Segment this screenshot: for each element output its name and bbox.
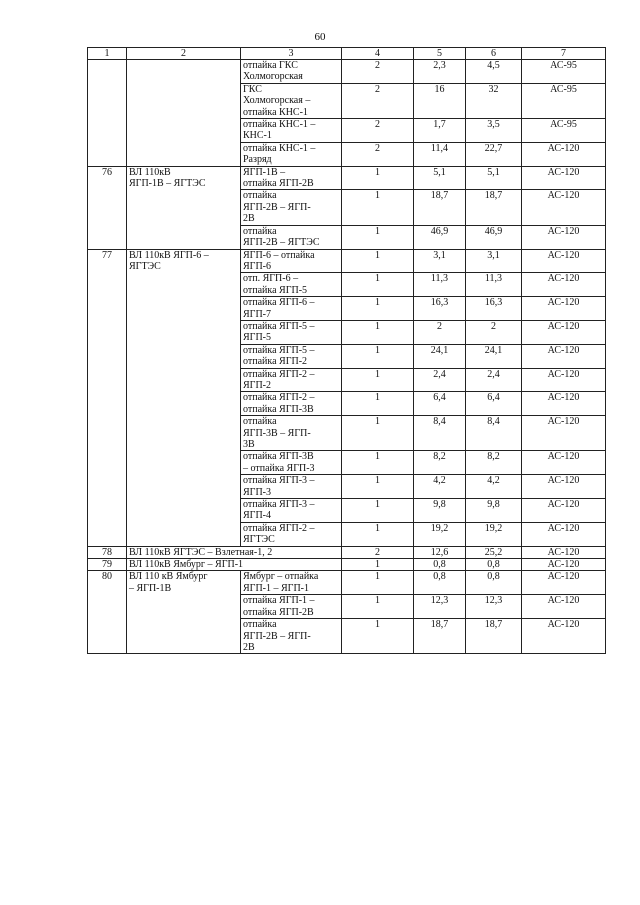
table-row bbox=[88, 166, 606, 190]
total-length: 5,1 bbox=[466, 166, 522, 190]
segment-length: 2 bbox=[414, 320, 466, 344]
wire-type: АС-95 bbox=[522, 119, 606, 143]
segment-length: 12,6 bbox=[414, 546, 466, 558]
total-length: 0,8 bbox=[466, 571, 522, 595]
segment-name: ЯГП-6 – отпайка ЯГП-6 bbox=[241, 249, 342, 273]
circuit-count: 1 bbox=[342, 416, 414, 451]
segment-length: 6,4 bbox=[414, 392, 466, 416]
segment-name: отпайка ЯГП-3 – ЯГП-3 bbox=[241, 475, 342, 499]
circuit-count: 1 bbox=[342, 166, 414, 190]
segment-length: 0,8 bbox=[414, 559, 466, 571]
circuit-count: 2 bbox=[342, 60, 414, 84]
column-header: 7 bbox=[522, 48, 606, 60]
segment-length: 4,2 bbox=[414, 475, 466, 499]
segment-name: отпайка КНС-1 – Разряд bbox=[241, 142, 342, 166]
segment-length: 18,7 bbox=[414, 190, 466, 225]
wire-type: АС-120 bbox=[522, 297, 606, 321]
line-name: ВЛ 110кВ ЯГП-1В – ЯГТЭС bbox=[127, 166, 241, 249]
circuit-count: 1 bbox=[342, 320, 414, 344]
segment-length: 12,3 bbox=[414, 595, 466, 619]
line-name: ВЛ 110кВ Ямбург – ЯГП-1 bbox=[127, 559, 342, 571]
segment-name: отп. ЯГП-6 – отпайка ЯГП-5 bbox=[241, 273, 342, 297]
column-header: 2 bbox=[127, 48, 241, 60]
circuit-count: 1 bbox=[342, 225, 414, 249]
circuit-count: 2 bbox=[342, 142, 414, 166]
circuit-count: 1 bbox=[342, 368, 414, 392]
column-header: 3 bbox=[241, 48, 342, 60]
total-length: 18,7 bbox=[466, 619, 522, 654]
circuit-count: 1 bbox=[342, 522, 414, 546]
wire-type: АС-120 bbox=[522, 320, 606, 344]
segment-length: 3,1 bbox=[414, 249, 466, 273]
segment-name: отпайка ЯГП-1 – отпайка ЯГП-2В bbox=[241, 595, 342, 619]
wire-type: АС-120 bbox=[522, 166, 606, 190]
segment-name: отпайка ЯГП-2 – отпайка ЯГП-3В bbox=[241, 392, 342, 416]
segment-name: отпайка ГКС Холмогорская bbox=[241, 60, 342, 84]
segment-length: 19,2 bbox=[414, 522, 466, 546]
total-length: 11,3 bbox=[466, 273, 522, 297]
circuit-count: 1 bbox=[342, 451, 414, 475]
total-length: 2,4 bbox=[466, 368, 522, 392]
wire-type: АС-120 bbox=[522, 546, 606, 558]
data-table bbox=[87, 47, 606, 654]
wire-type: АС-120 bbox=[522, 522, 606, 546]
segment-length: 9,8 bbox=[414, 499, 466, 523]
total-length: 25,2 bbox=[466, 546, 522, 558]
wire-type: АС-120 bbox=[522, 499, 606, 523]
line-name: ВЛ 110 кВ Ямбург – ЯГП-1В bbox=[127, 571, 241, 654]
total-length: 8,4 bbox=[466, 416, 522, 451]
column-header: 6 bbox=[466, 48, 522, 60]
wire-type: АС-95 bbox=[522, 60, 606, 84]
wire-type: АС-120 bbox=[522, 249, 606, 273]
total-length: 46,9 bbox=[466, 225, 522, 249]
segment-name: отпайка КНС-1 – КНС-1 bbox=[241, 119, 342, 143]
segment-length: 0,8 bbox=[414, 571, 466, 595]
wire-type: АС-120 bbox=[522, 475, 606, 499]
total-length: 32 bbox=[466, 83, 522, 118]
table-body bbox=[88, 48, 606, 654]
circuit-count: 1 bbox=[342, 297, 414, 321]
wire-type: АС-120 bbox=[522, 225, 606, 249]
table-row bbox=[88, 60, 606, 84]
table-row bbox=[88, 249, 606, 273]
wire-type: АС-120 bbox=[522, 559, 606, 571]
circuit-count: 1 bbox=[342, 571, 414, 595]
total-length: 6,4 bbox=[466, 392, 522, 416]
segment-name: отпайка ЯГП-5 – отпайка ЯГП-2 bbox=[241, 344, 342, 368]
column-header: 4 bbox=[342, 48, 414, 60]
segment-name: отпайка ЯГП-3В – отпайка ЯГП-3 bbox=[241, 451, 342, 475]
segment-length: 16,3 bbox=[414, 297, 466, 321]
table-row bbox=[88, 546, 606, 558]
total-length: 3,5 bbox=[466, 119, 522, 143]
wire-type: АС-120 bbox=[522, 392, 606, 416]
circuit-count: 1 bbox=[342, 392, 414, 416]
wire-type: АС-120 bbox=[522, 619, 606, 654]
segment-length: 11,3 bbox=[414, 273, 466, 297]
wire-type: АС-120 bbox=[522, 571, 606, 595]
segment-name: отпайка ЯГП-3В – ЯГП- 3В bbox=[241, 416, 342, 451]
line-name: ВЛ 110кВ ЯГП-6 – ЯГТЭС bbox=[127, 249, 241, 546]
segment-length: 46,9 bbox=[414, 225, 466, 249]
total-length: 18,7 bbox=[466, 190, 522, 225]
segment-length: 5,1 bbox=[414, 166, 466, 190]
wire-type: АС-120 bbox=[522, 142, 606, 166]
header-row bbox=[88, 48, 606, 60]
segment-name: отпайка ЯГП-2В – ЯГП- 2В bbox=[241, 190, 342, 225]
line-number bbox=[88, 60, 127, 167]
line-number: 78 bbox=[88, 546, 127, 558]
segment-length: 8,4 bbox=[414, 416, 466, 451]
column-header: 1 bbox=[88, 48, 127, 60]
wire-type: АС-120 bbox=[522, 190, 606, 225]
total-length: 8,2 bbox=[466, 451, 522, 475]
segment-length: 11,4 bbox=[414, 142, 466, 166]
circuit-count: 1 bbox=[342, 559, 414, 571]
wire-type: АС-95 bbox=[522, 83, 606, 118]
circuit-count: 1 bbox=[342, 499, 414, 523]
circuit-count: 2 bbox=[342, 83, 414, 118]
segment-name: отпайка ЯГП-2В – ЯГТЭС bbox=[241, 225, 342, 249]
segment-name: отпайка ЯГП-5 – ЯГП-5 bbox=[241, 320, 342, 344]
total-length: 2 bbox=[466, 320, 522, 344]
total-length: 12,3 bbox=[466, 595, 522, 619]
segment-name: Ямбург – отпайка ЯГП-1 – ЯГП-1 bbox=[241, 571, 342, 595]
segment-name: ЯГП-1В – отпайка ЯГП-2В bbox=[241, 166, 342, 190]
total-length: 9,8 bbox=[466, 499, 522, 523]
line-number: 77 bbox=[88, 249, 127, 546]
total-length: 22,7 bbox=[466, 142, 522, 166]
circuit-count: 1 bbox=[342, 190, 414, 225]
circuit-count: 1 bbox=[342, 273, 414, 297]
wire-type: АС-120 bbox=[522, 368, 606, 392]
segment-name: отпайка ЯГП-2 – ЯГТЭС bbox=[241, 522, 342, 546]
wire-type: АС-120 bbox=[522, 344, 606, 368]
segment-name: отпайка ЯГП-2В – ЯГП- 2В bbox=[241, 619, 342, 654]
circuit-count: 1 bbox=[342, 595, 414, 619]
total-length: 0,8 bbox=[466, 559, 522, 571]
total-length: 16,3 bbox=[466, 297, 522, 321]
total-length: 4,2 bbox=[466, 475, 522, 499]
segment-length: 1,7 bbox=[414, 119, 466, 143]
segment-name: отпайка ЯГП-6 – ЯГП-7 bbox=[241, 297, 342, 321]
segment-name: ГКС Холмогорская – отпайка КНС-1 bbox=[241, 83, 342, 118]
segment-length: 16 bbox=[414, 83, 466, 118]
circuit-count: 2 bbox=[342, 119, 414, 143]
table-row bbox=[88, 571, 606, 595]
wire-type: АС-120 bbox=[522, 416, 606, 451]
segment-length: 2,4 bbox=[414, 368, 466, 392]
line-number: 76 bbox=[88, 166, 127, 249]
segment-length: 24,1 bbox=[414, 344, 466, 368]
line-number: 80 bbox=[88, 571, 127, 654]
segment-name: отпайка ЯГП-2 – ЯГП-2 bbox=[241, 368, 342, 392]
total-length: 3,1 bbox=[466, 249, 522, 273]
circuit-count: 2 bbox=[342, 546, 414, 558]
line-number: 79 bbox=[88, 559, 127, 571]
wire-type: АС-120 bbox=[522, 273, 606, 297]
segment-length: 8,2 bbox=[414, 451, 466, 475]
page-number: 60 bbox=[314, 31, 326, 43]
wire-type: АС-120 bbox=[522, 595, 606, 619]
circuit-count: 1 bbox=[342, 619, 414, 654]
total-length: 24,1 bbox=[466, 344, 522, 368]
line-name bbox=[127, 60, 241, 167]
segment-length: 2,3 bbox=[414, 60, 466, 84]
column-header: 5 bbox=[414, 48, 466, 60]
circuit-count: 1 bbox=[342, 249, 414, 273]
circuit-count: 1 bbox=[342, 344, 414, 368]
total-length: 19,2 bbox=[466, 522, 522, 546]
circuit-count: 1 bbox=[342, 475, 414, 499]
table-row bbox=[88, 559, 606, 571]
wire-type: АС-120 bbox=[522, 451, 606, 475]
segment-length: 18,7 bbox=[414, 619, 466, 654]
total-length: 4,5 bbox=[466, 60, 522, 84]
line-name: ВЛ 110кВ ЯГТЭС – Взлетная-1, 2 bbox=[127, 546, 342, 558]
segment-name: отпайка ЯГП-3 – ЯГП-4 bbox=[241, 499, 342, 523]
